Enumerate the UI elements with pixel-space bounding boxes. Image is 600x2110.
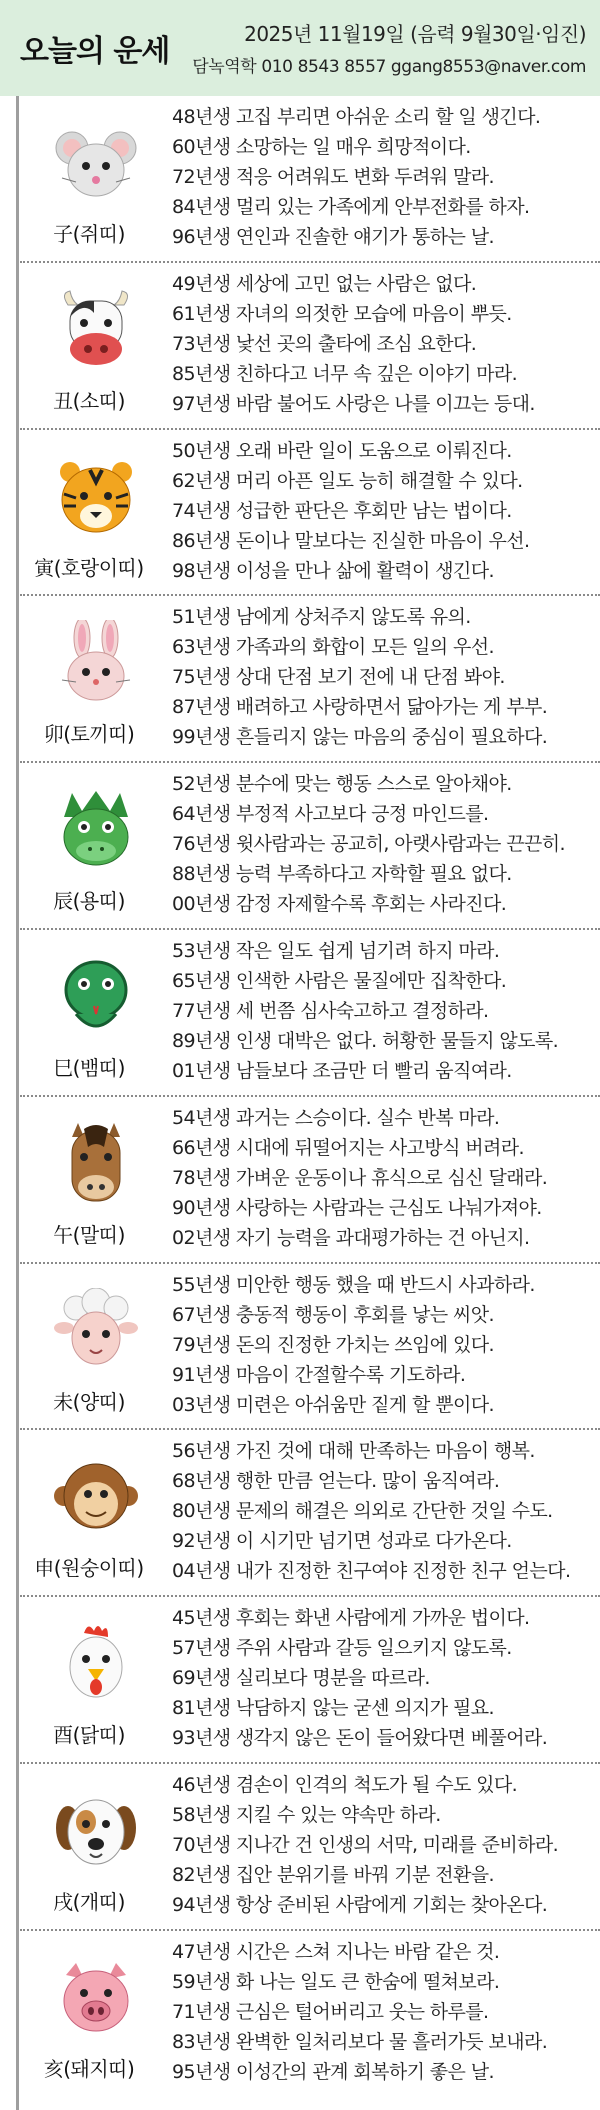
- fortune-lines: [172, 102, 600, 252]
- zodiac-section: [20, 930, 600, 1097]
- fortune-line: 67년생 충동적 행동이 후회를 낳는 씨앗.: [172, 1303, 494, 1326]
- fortune-line: 54년생 과거는 스승이다. 실수 반복 마라.: [172, 1106, 500, 1129]
- zodiac-label: 酉(닭띠): [53, 1723, 125, 1748]
- fortune-line: 87년생 배려하고 사랑하면서 닮아가는 게 부부.: [172, 696, 548, 719]
- fortune-line: 53년생 작은 일도 쉽게 넘기려 하지 마라.: [172, 939, 500, 962]
- fortune-line: 57년생 주위 사람과 갈등 일으키지 않도록.: [172, 1637, 512, 1660]
- fortune-line: 75년생 상대 단점 보기 전에 내 단점 봐야.: [172, 666, 505, 689]
- fortune-line: 64년생 부정적 사고보다 긍정 마인드를.: [172, 803, 489, 826]
- fortune-line: 04년생 내가 진정한 친구여야 진정한 친구 얻는다.: [172, 1560, 571, 1583]
- fortune-line: 76년생 윗사람과는 공교히, 아랫사람과는 끈끈히.: [172, 833, 565, 856]
- fortune-lines: [172, 769, 600, 919]
- fortune-line: 49년생 세상에 고민 없는 사람은 없다.: [172, 272, 477, 295]
- fortune-line: 56년생 가진 것에 대해 만족하는 마음이 행복.: [172, 1440, 535, 1463]
- zodiac-section: [20, 1430, 600, 1597]
- header-date: 2025년 11월19일 (음력 9월30일·임진): [244, 22, 586, 46]
- fortune-line: 69년생 실리보다 명분을 따르라.: [172, 1667, 430, 1690]
- fortune-line: 80년생 문제의 해결은 의외로 간단한 것일 수도.: [172, 1500, 553, 1523]
- fortune-line: 72년생 적응 어려워도 변화 두려워 말라.: [172, 166, 494, 188]
- fortune-line: 62년생 머리 아픈 일도 능히 해결할 수 있다.: [172, 469, 523, 492]
- zodiac-section: [20, 1764, 600, 1931]
- fortune-line: 90년생 사랑하는 사람과는 근심도 나눠가져야.: [172, 1196, 542, 1219]
- fortune-line: 93년생 생각지 않은 돈이 들어왔다면 베풀어라.: [172, 1727, 548, 1750]
- zodiac-label: 辰(용띠): [53, 889, 125, 914]
- fortune-line: 97년생 바람 불어도 사랑은 나를 이끄는 등대.: [172, 392, 535, 415]
- zodiac-label: 戌(개띠): [53, 1889, 125, 1914]
- zodiac-section: [20, 763, 600, 930]
- zodiac-label: 午(말띠): [53, 1222, 125, 1247]
- zodiac-label: 巳(뱀띠): [53, 1055, 125, 1080]
- fortune-line: 46년생 겸손이 인격의 척도가 될 수도 있다.: [172, 1773, 518, 1796]
- fortune-line: 92년생 이 시기만 넘기면 성과로 다가온다.: [172, 1530, 512, 1553]
- fortune-line: 86년생 돈이나 말보다는 진실한 마음이 우선.: [172, 529, 530, 552]
- fortune-line: 58년생 지킬 수 있는 약속만 하라.: [172, 1803, 441, 1826]
- fortune-line: 50년생 오래 바란 일이 도움으로 이뤄진다.: [172, 439, 512, 462]
- rat-icon: [54, 120, 138, 204]
- zodiac-label: 丑(소띠): [53, 388, 125, 413]
- horoscope-list: [20, 96, 600, 2098]
- header-contact: 담녹역학 010 8543 8557 ggang8553@naver.com: [192, 57, 586, 77]
- fortune-line: 02년생 자기 능력을 과대평가하는 건 아닌지.: [172, 1226, 530, 1249]
- fortune-line: 77년생 세 번쯤 심사숙고하고 결정하라.: [172, 999, 489, 1022]
- fortune-line: 68년생 행한 만큼 얻는다. 많이 움직여라.: [172, 1470, 500, 1493]
- fortune-line: 55년생 미안한 행동 했을 때 반드시 사과하라.: [172, 1273, 535, 1296]
- tiger-icon: [54, 454, 138, 538]
- snake-icon: [54, 954, 138, 1038]
- fortune-line: 83년생 완벽한 일처리보다 물 흘러가듯 보내라.: [172, 2030, 548, 2053]
- page-title: 오늘의 운세: [20, 34, 170, 69]
- fortune-line: 99년생 흔들리지 않는 마음의 중심이 필요하다.: [172, 726, 548, 749]
- fortune-line: 91년생 마음이 간절할수록 기도하라.: [172, 1363, 466, 1386]
- left-rule: [16, 96, 19, 2110]
- dog-icon: [54, 1788, 138, 1872]
- fortune-lines: [172, 436, 600, 586]
- fortune-lines: [172, 1603, 600, 1753]
- zodiac-label: 子(쥐띠): [53, 222, 125, 246]
- zodiac-section: [20, 1264, 600, 1431]
- zodiac-section: [20, 430, 600, 597]
- fortune-lines: [172, 1270, 600, 1420]
- fortune-line: 00년생 감정 자제할수록 후회는 사라진다.: [172, 893, 507, 916]
- fortune-line: 88년생 능력 부족하다고 자학할 필요 없다.: [172, 863, 512, 886]
- fortune-line: 74년생 성급한 판단은 후회만 남는 법이다.: [172, 499, 512, 522]
- fortune-line: 94년생 항상 준비된 사람에게 기회는 찾아온다.: [172, 1893, 548, 1916]
- zodiac-label: 申(원숭이띠): [34, 1556, 144, 1581]
- fortune-line: 89년생 인생 대박은 없다. 허황한 물들지 않도록.: [172, 1029, 559, 1052]
- horse-icon: [54, 1121, 138, 1205]
- fortune-line: 66년생 시대에 뒤떨어지는 사고방식 버려라.: [172, 1136, 524, 1159]
- fortune-line: 51년생 남에게 상처주지 않도록 유의.: [172, 606, 471, 629]
- fortune-line: 98년생 이성을 만나 삶에 활력이 생긴다.: [172, 559, 494, 582]
- fortune-line: 95년생 이성간의 관계 회복하기 좋은 날.: [172, 2060, 494, 2083]
- zodiac-section: [20, 1597, 600, 1764]
- pig-icon: [54, 1955, 138, 2039]
- sheep-icon: [54, 1288, 138, 1372]
- zodiac-section: [20, 1097, 600, 1264]
- fortune-line: 59년생 화 나는 일도 큰 한숨에 떨쳐보라.: [172, 1970, 500, 1993]
- dragon-icon: [54, 787, 138, 871]
- fortune-line: 60년생 소망하는 일 매우 희망적이다.: [172, 136, 471, 158]
- fortune-line: 45년생 후회는 화낸 사람에게 가까운 법이다.: [172, 1607, 530, 1630]
- zodiac-label: 寅(호랑이띠): [34, 555, 144, 580]
- rabbit-icon: [54, 620, 138, 704]
- fortune-line: 48년생 고집 부리면 아쉬운 소리 할 일 생긴다.: [172, 106, 541, 128]
- zodiac-section: [20, 1931, 600, 2098]
- zodiac-label: 未(양띠): [53, 1389, 125, 1414]
- fortune-line: 81년생 낙담하지 않는 굳센 의지가 필요.: [172, 1697, 494, 1720]
- fortune-line: 73년생 낯선 곳의 출타에 조심 요한다.: [172, 332, 477, 355]
- fortune-lines: [172, 1103, 600, 1253]
- fortune-line: 71년생 근심은 털어버리고 웃는 하루를.: [172, 2000, 489, 2023]
- fortune-line: 70년생 지나간 건 인생의 서막, 미래를 준비하라.: [172, 1833, 559, 1856]
- zodiac-section: [20, 263, 600, 430]
- fortune-line: 96년생 연인과 진솔한 얘기가 통하는 날.: [172, 226, 494, 248]
- fortune-lines: [172, 602, 600, 752]
- fortune-line: 78년생 가벼운 운동이나 휴식으로 심신 달래라.: [172, 1166, 548, 1189]
- monkey-icon: [54, 1454, 138, 1538]
- fortune-line: 61년생 자녀의 의젓한 모습에 마음이 뿌듯.: [172, 302, 512, 325]
- fortune-line: 63년생 가족과의 화합이 모든 일의 우선.: [172, 636, 494, 659]
- fortune-line: 01년생 남들보다 조금만 더 빨리 움직여라.: [172, 1059, 512, 1082]
- ox-icon: [54, 287, 138, 371]
- fortune-line: 47년생 시간은 스쳐 지나는 바람 같은 것.: [172, 1940, 500, 1963]
- fortune-lines: [172, 1770, 600, 1920]
- fortune-line: 65년생 인색한 사람은 물질에만 집착한다.: [172, 969, 507, 992]
- zodiac-section: [20, 596, 600, 763]
- fortune-lines: [172, 1436, 600, 1586]
- fortune-line: 85년생 친하다고 너무 속 깊은 이야기 마라.: [172, 362, 518, 385]
- fortune-line: 82년생 집안 분위기를 바꿔 기분 전환을.: [172, 1863, 494, 1886]
- zodiac-section: [20, 96, 600, 263]
- fortune-line: 03년생 미련은 아쉬움만 짙게 할 뿐이다.: [172, 1393, 494, 1416]
- fortune-line: 52년생 분수에 맞는 행동 스스로 알아채야.: [172, 773, 512, 796]
- fortune-lines: [172, 936, 600, 1086]
- fortune-lines: [172, 1937, 600, 2087]
- rooster-icon: [54, 1621, 138, 1705]
- header: [0, 0, 600, 96]
- fortune-lines: [172, 269, 600, 419]
- fortune-line: 79년생 돈의 진정한 가치는 쓰임에 있다.: [172, 1333, 494, 1356]
- zodiac-label: 卯(토끼띠): [43, 722, 135, 747]
- fortune-line: 84년생 멀리 있는 가족에게 안부전화를 하자.: [172, 196, 530, 218]
- zodiac-label: 亥(돼지띠): [43, 2056, 135, 2081]
